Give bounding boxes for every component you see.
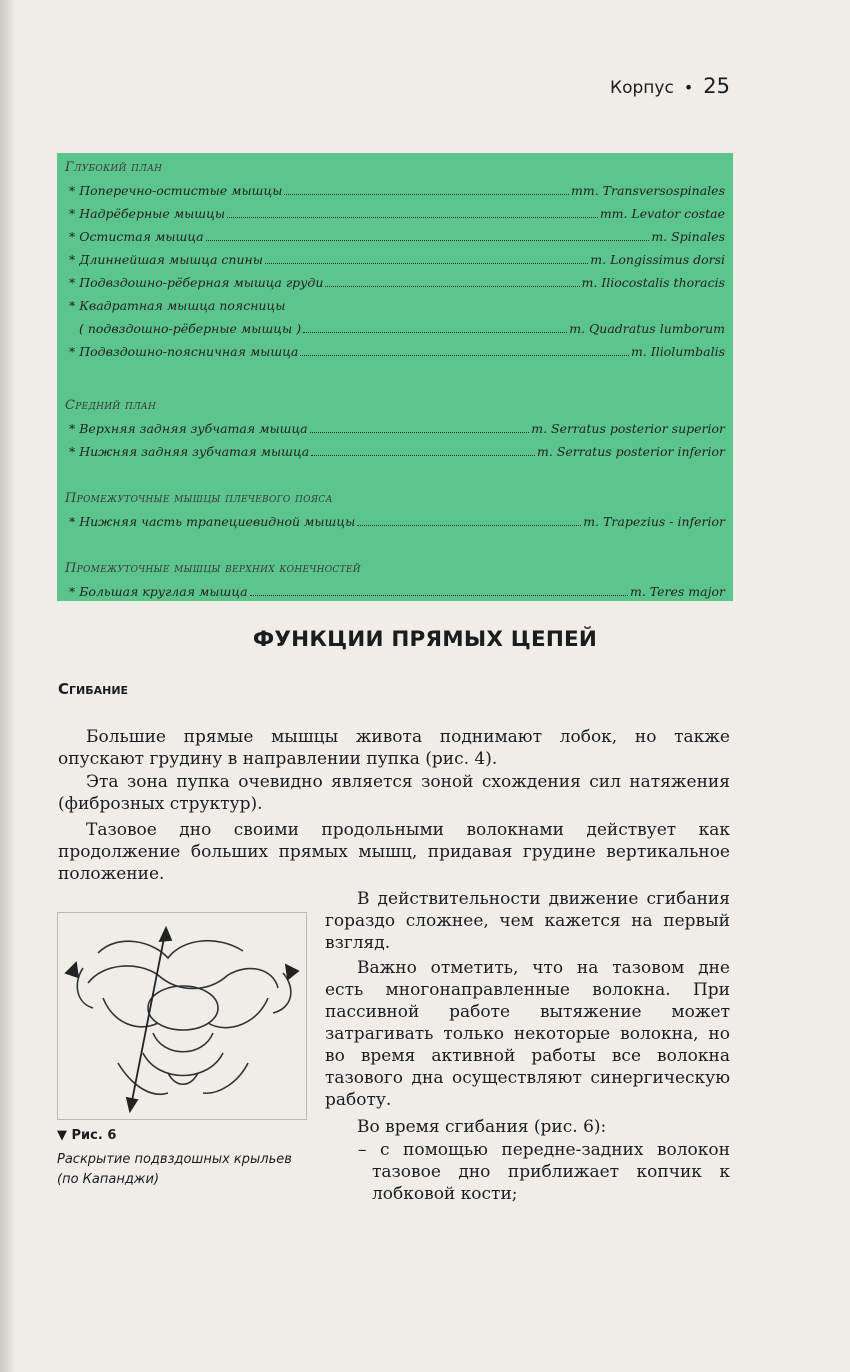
dot-leader [357,510,581,526]
muscle-name-ru: Поперечно-остистые мышцы [79,183,283,198]
dot-leader [265,248,588,264]
asterisk-icon: * [69,344,76,359]
muscle-name-latin: m. Quadratus lumborum [569,321,725,336]
section-heading-deep: Глубокий план [65,160,163,175]
dot-leader [284,179,569,195]
running-header [610,74,730,98]
figure-caption: Раскрытие подвздошных крыльев (по Капанджи) [57,1152,292,1187]
muscle-name-ru: Надрёберные мышцы [79,206,226,221]
muscle-name-ru: Нижняя задняя зубчатая мышца [79,444,310,459]
section-heading-upper-limb: Промежуточные мышцы верхних конечностей [65,561,361,576]
muscle-name-latin: m. Longissimus dorsi [590,252,725,267]
figure-label: ▼ Рис. 6 [57,1128,117,1143]
asterisk-icon: * [69,275,76,290]
page-number: 25 [703,74,730,98]
muscle-name-latin: mm. Levator costae [599,206,725,221]
muscle-list-upper-limb [65,580,725,603]
paragraph: Тазовое дно своими продольными волокнами действует как продолжение больших прямых мышц, придавая грудине вертикальное положение. [58,820,730,884]
muscle-list-middle [65,417,725,463]
dot-leader [310,417,530,433]
asterisk-icon: * [69,252,76,267]
muscle-name-ru: ( подвздошно-рёберные мышцы ) [79,321,302,336]
asterisk-icon: * [69,183,76,198]
muscle-name-ru: Верхняя задняя зубчатая мышца [79,421,308,436]
article-subtitle: Сгибание [58,680,129,698]
muscle-table [57,153,733,601]
dot-leader [250,580,628,596]
muscle-list-shoulder [65,510,725,533]
muscle-row [65,510,725,533]
muscle-name-ru: Длиннейшая мышца спины [79,252,263,267]
muscle-row [65,340,725,363]
asterisk-icon: * [69,206,76,221]
muscle-name-latin: m. Teres major [629,584,725,599]
muscle-name-ru: Остистая мышца [79,229,204,244]
muscle-row [65,417,725,440]
header-separator: • [683,78,694,97]
section-heading-shoulder: Промежуточные мышцы плечевого пояса [65,491,333,506]
dot-leader [303,317,567,333]
muscle-row [65,580,725,603]
muscle-name-ru: Подвздошно-рёберная мышца груди [79,275,324,290]
muscle-row [65,248,725,271]
muscle-row [65,271,725,294]
pelvis-illustration [58,913,306,1119]
asterisk-icon: * [69,229,76,244]
muscle-name-latin: m. Iliocostalis thoracis [581,275,725,290]
column-paragraph: Во время сгибания (рис. 6): [357,1117,607,1137]
asterisk-icon: * [69,584,76,599]
dot-leader [311,440,535,456]
figure-6 [57,912,307,1120]
muscle-name-latin: m. Serratus posterior inferior [537,444,725,459]
muscle-row [65,202,725,225]
muscle-name-ru: Квадратная мышца поясницы [79,298,286,313]
asterisk-icon: * [69,444,76,459]
muscle-name-latin: m. Iliolumbalis [630,344,725,359]
muscle-name-latin: mm. Transversospinales [571,183,725,198]
muscle-name-ru: Большая круглая мышца [79,584,248,599]
muscle-name-latin: m. Spinales [651,229,725,244]
muscle-list-deep [65,179,725,363]
paragraph: Большие прямые мышцы живота поднимают лобок, но также опускают грудину в направлении пупка (рис. 4). [58,727,730,769]
dot-leader [206,225,650,241]
header-section: Корпус [610,78,674,98]
asterisk-icon: * [69,298,76,313]
muscle-row [65,317,725,340]
asterisk-icon: * [69,514,76,529]
paragraph: Эта зона пупка очевидно является зоной схождения сил натяжения (фиброзных структур). [58,772,730,814]
muscle-name-ru: Подвздошно-поясничная мышца [79,344,299,359]
muscle-row [65,225,725,248]
muscle-row [65,179,725,202]
column-paragraph: В действительности движение сгибания гораздо сложнее, чем кажется на первый взгляд. [325,889,730,953]
article-title: ФУНКЦИИ ПРЯМЫХ ЦЕПЕЙ [252,627,598,652]
dash-list-item: – с помощью передне-задних волокон тазовое дно приближает копчик к лобковой кости; [358,1140,730,1204]
muscle-name-latin: m. Serratus posterior superior [531,421,725,436]
dot-leader [325,271,579,287]
dot-leader [300,340,629,356]
muscle-row [65,294,725,317]
column-paragraph: Важно отметить, что на тазовом дне есть многонаправленные волокна. При пассивной работе вытяжение может затрагивать только некоторые волокна, но во время активной работы все волокна тазового дна осуществляют синергическую работу. [325,958,730,1110]
muscle-name-ru: Нижняя часть трапециевидной мышцы [79,514,356,529]
section-heading-middle: Средний план [65,398,157,413]
dot-leader [227,202,598,218]
muscle-name-latin: m. Trapezius - inferior [583,514,725,529]
muscle-row [65,440,725,463]
page-gutter-shadow [0,0,16,1372]
asterisk-icon: * [69,421,76,436]
